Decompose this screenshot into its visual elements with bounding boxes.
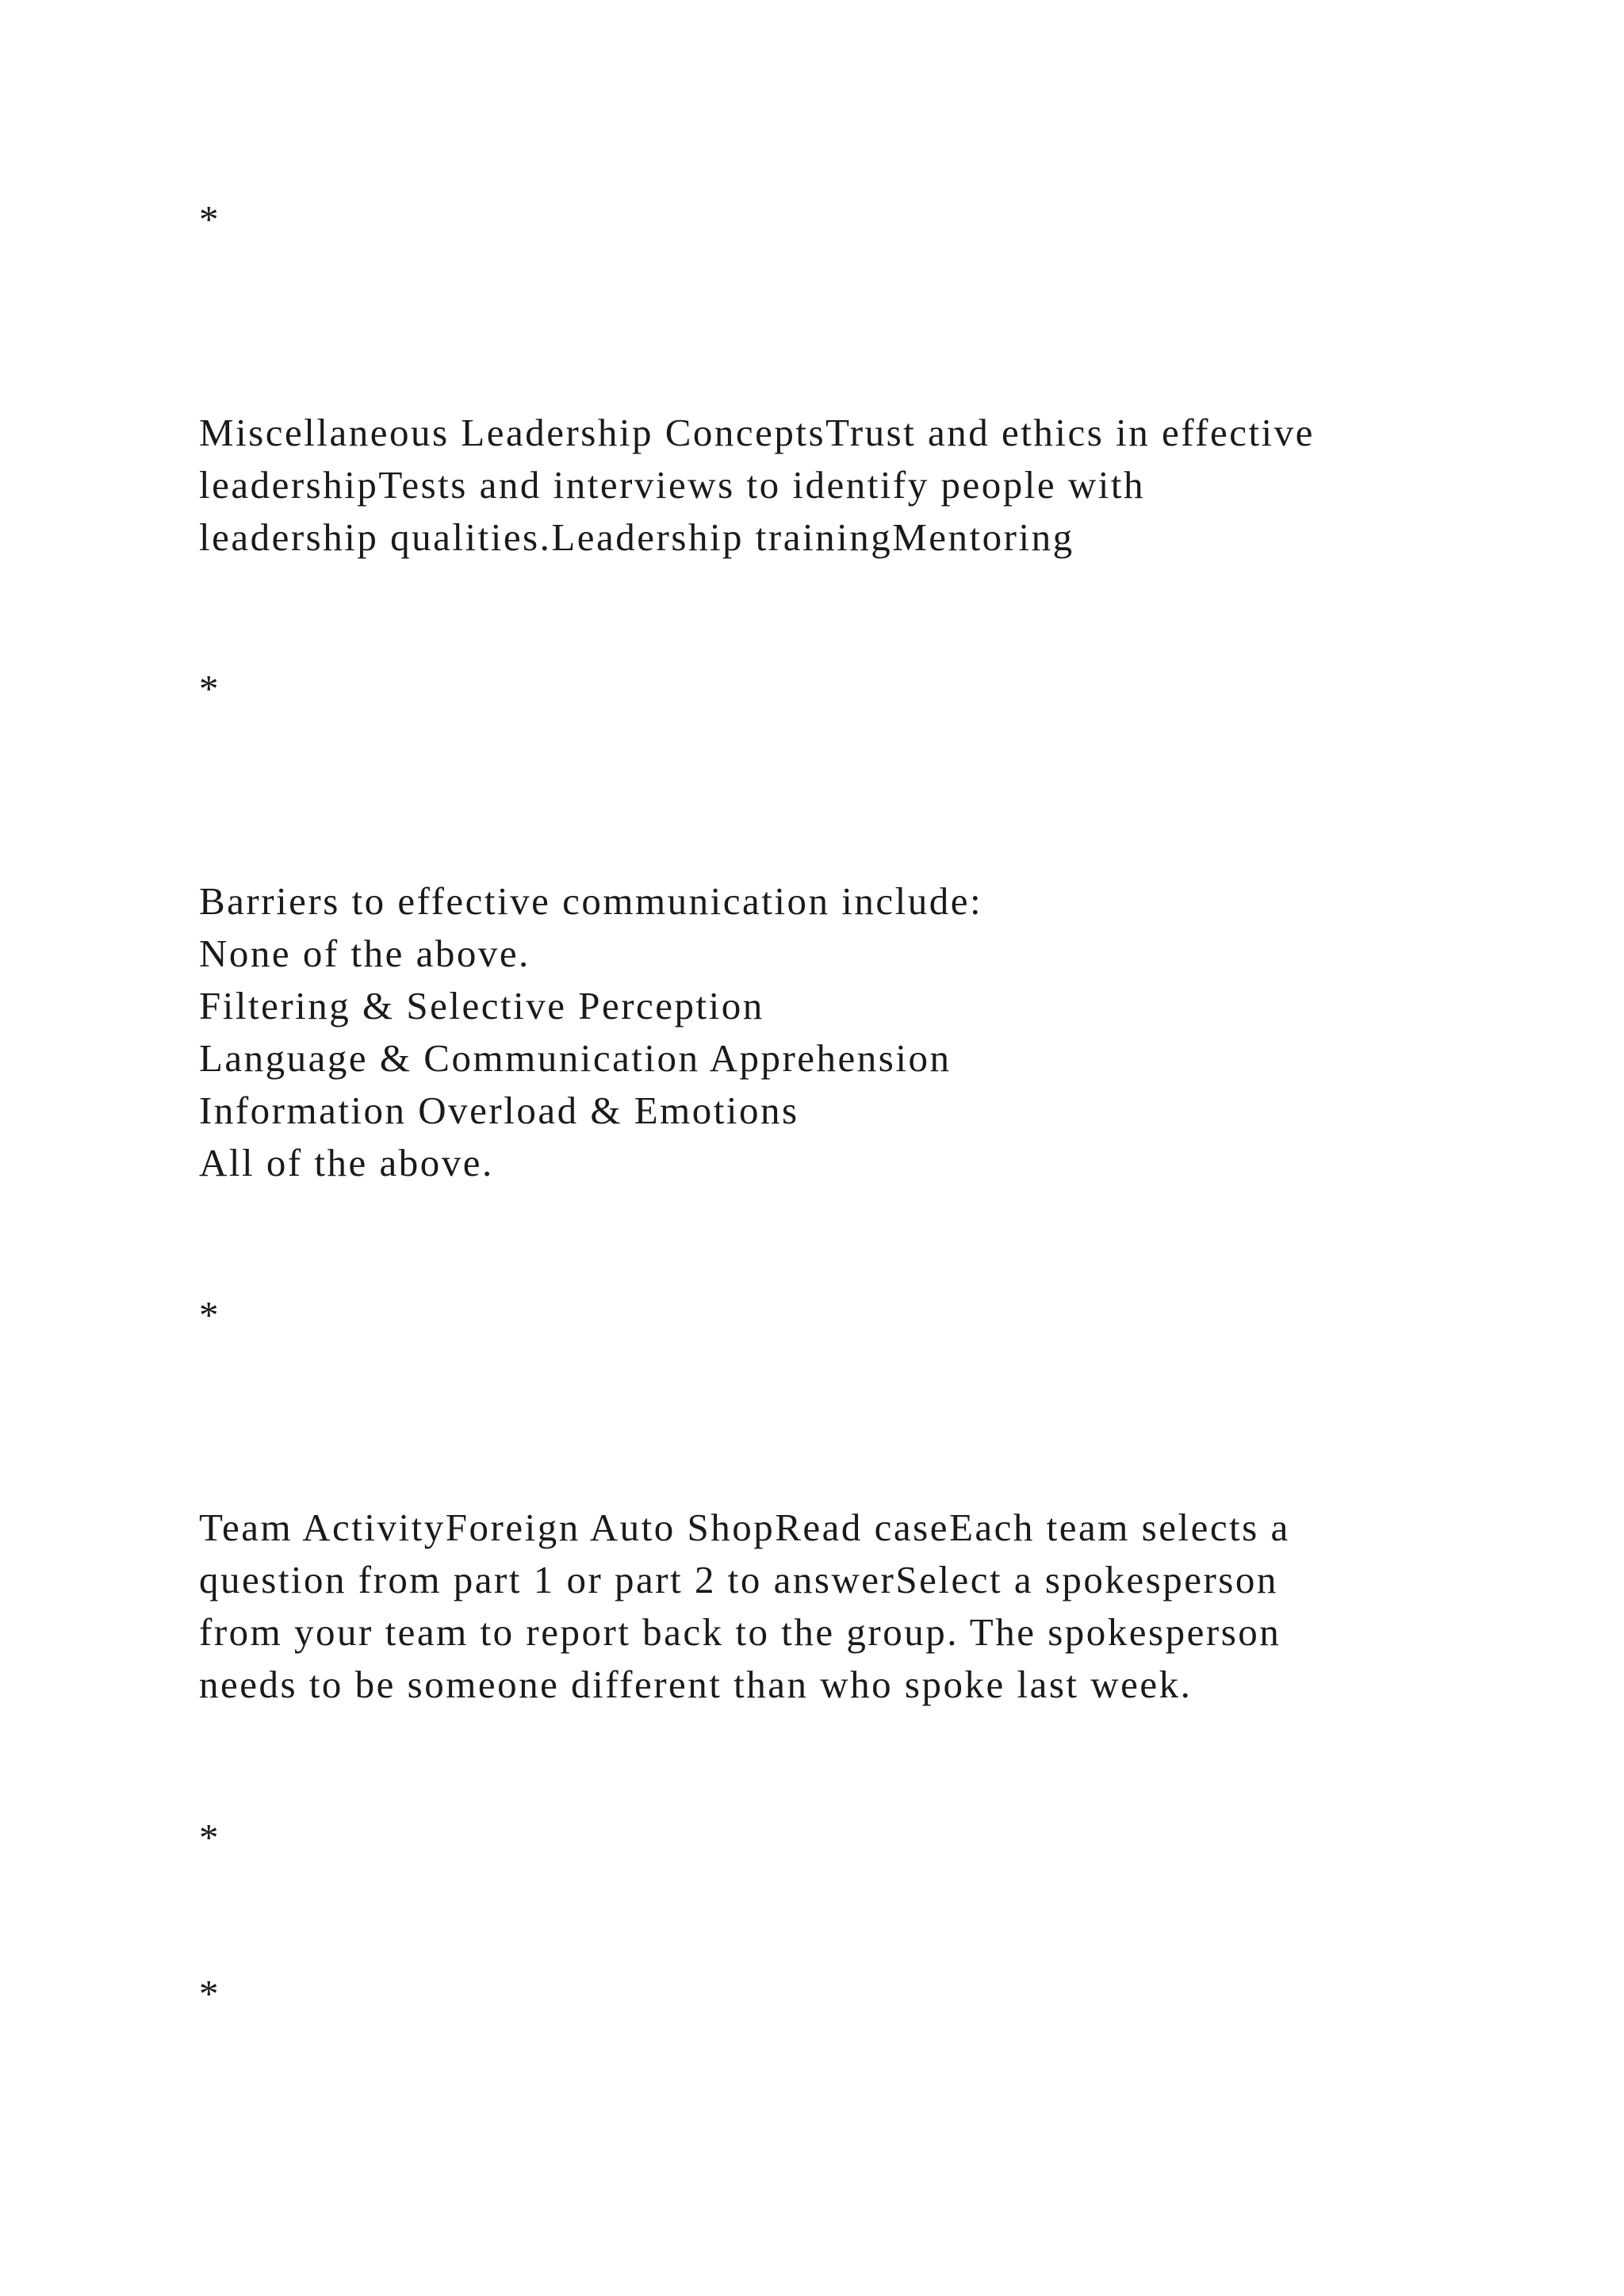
option-line: None of the above.	[199, 932, 530, 975]
separator-star: *	[199, 1293, 219, 1337]
text-line: needs to be someone different than who spoke last week.	[199, 1663, 1193, 1706]
option-line: Language & Communication Apprehension	[199, 1036, 952, 1080]
question-line: Barriers to effective communication include:	[199, 879, 983, 923]
text-line: leadershipTests and interviews to identify people with	[199, 463, 1145, 507]
text-line: from your team to report back to the group. The spokesperson	[199, 1610, 1281, 1654]
separator-star: *	[199, 667, 219, 710]
text-line: question from part 1 or part 2 to answerSelect a spokesperson	[199, 1558, 1278, 1601]
section-team-activity	[199, 1502, 1484, 1711]
section-leadership-concepts	[199, 407, 1484, 564]
separator-star: *	[199, 1816, 219, 1859]
option-line: Information Overload & Emotions	[199, 1089, 799, 1132]
option-line: Filtering & Selective Perception	[199, 984, 764, 1027]
text-line: Team ActivityForeign Auto ShopRead caseEach team selects a	[199, 1506, 1290, 1549]
separator-star: *	[199, 197, 219, 241]
option-line: All of the above.	[199, 1141, 494, 1184]
text-line: leadership qualities.Leadership trainingMentoring	[199, 515, 1074, 559]
separator-star: *	[199, 1972, 219, 2015]
text-line: Miscellaneous Leadership ConceptsTrust and ethics in effective	[199, 411, 1315, 454]
section-communication-barriers	[199, 875, 1484, 1189]
